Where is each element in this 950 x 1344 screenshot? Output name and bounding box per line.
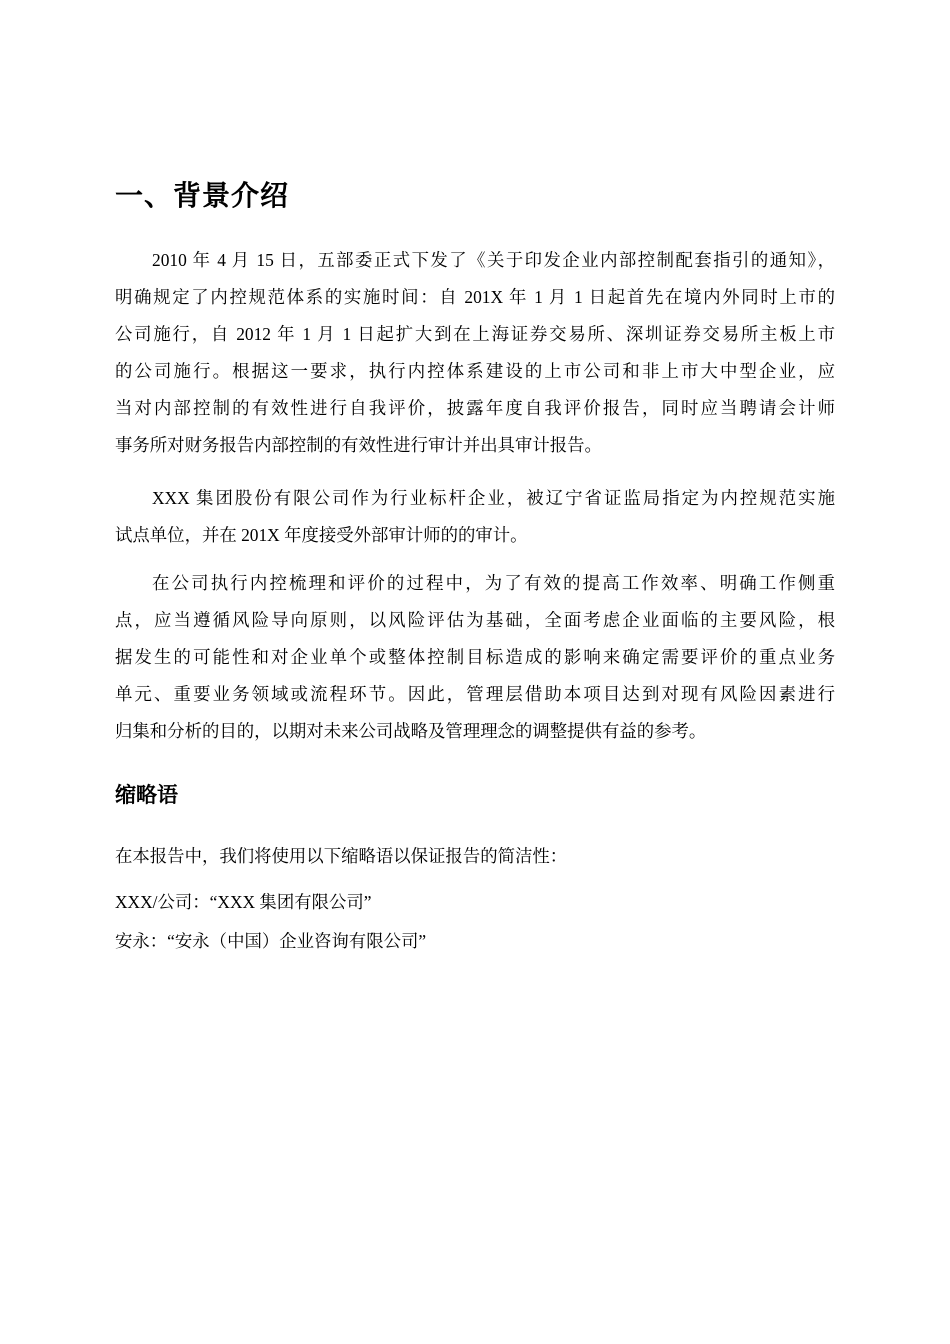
paragraph-1-line: 2010 年 4 月 15 日，五部委正式下发了《关于印发企业内部控制配套指引的通知》， bbox=[152, 250, 835, 270]
paragraph-1-line: 事务所对财务报告内部控制的有效性进行审计并出具审计报告。 bbox=[115, 435, 602, 455]
paragraph-2-line: 试点单位，并在 201X 年度接受外部审计师的的审计。 bbox=[115, 525, 528, 545]
paragraph-1-line: 公司施行，自 2012 年 1 月 1 日起扩大到在上海证券交易所、深圳证券交易所主板上市 bbox=[115, 324, 835, 344]
paragraph-3-line: 据发生的可能性和对企业单个或整体控制目标造成的影响来确定需要评价的重点业务 bbox=[115, 647, 835, 667]
section-heading: 一、背景介绍 bbox=[115, 179, 290, 212]
abbreviation-item: XXX/公司：“XXX 集团有限公司” bbox=[115, 892, 372, 912]
paragraph-1-line: 的公司施行。根据这一要求，执行内控体系建设的上市公司和非上市大中型企业，应 bbox=[115, 361, 835, 381]
paragraph-1-line: 当对内部控制的有效性进行自我评价，披露年度自我评价报告，同时应当聘请会计师 bbox=[115, 398, 835, 418]
abbreviations-intro: 在本报告中，我们将使用以下缩略语以保证报告的简洁性： bbox=[115, 846, 568, 866]
paragraph-3-line: 归集和分析的目的，以期对未来公司战略及管理理念的调整提供有益的参考。 bbox=[115, 721, 707, 741]
abbreviation-item: 安永：“安永（中国）企业咨询有限公司” bbox=[115, 931, 427, 951]
paragraph-2-line: XXX 集团股份有限公司作为行业标杆企业，被辽宁省证监局指定为内控规范实施 bbox=[152, 488, 835, 508]
paragraph-1-line: 明确规定了内控规范体系的实施时间：自 201X 年 1 月 1 日起首先在境内外同时上市的 bbox=[115, 287, 835, 307]
paragraph-3-line: 在公司执行内控梳理和评价的过程中，为了有效的提高工作效率、明确工作侧重 bbox=[152, 573, 835, 593]
paragraph-3-line: 点，应当遵循风险导向原则，以风险评估为基础，全面考虑企业面临的主要风险，根 bbox=[115, 610, 835, 630]
abbreviations-heading: 缩略语 bbox=[115, 783, 178, 807]
paragraph-3-line: 单元、重要业务领域或流程环节。因此，管理层借助本项目达到对现有风险因素进行 bbox=[115, 684, 835, 704]
